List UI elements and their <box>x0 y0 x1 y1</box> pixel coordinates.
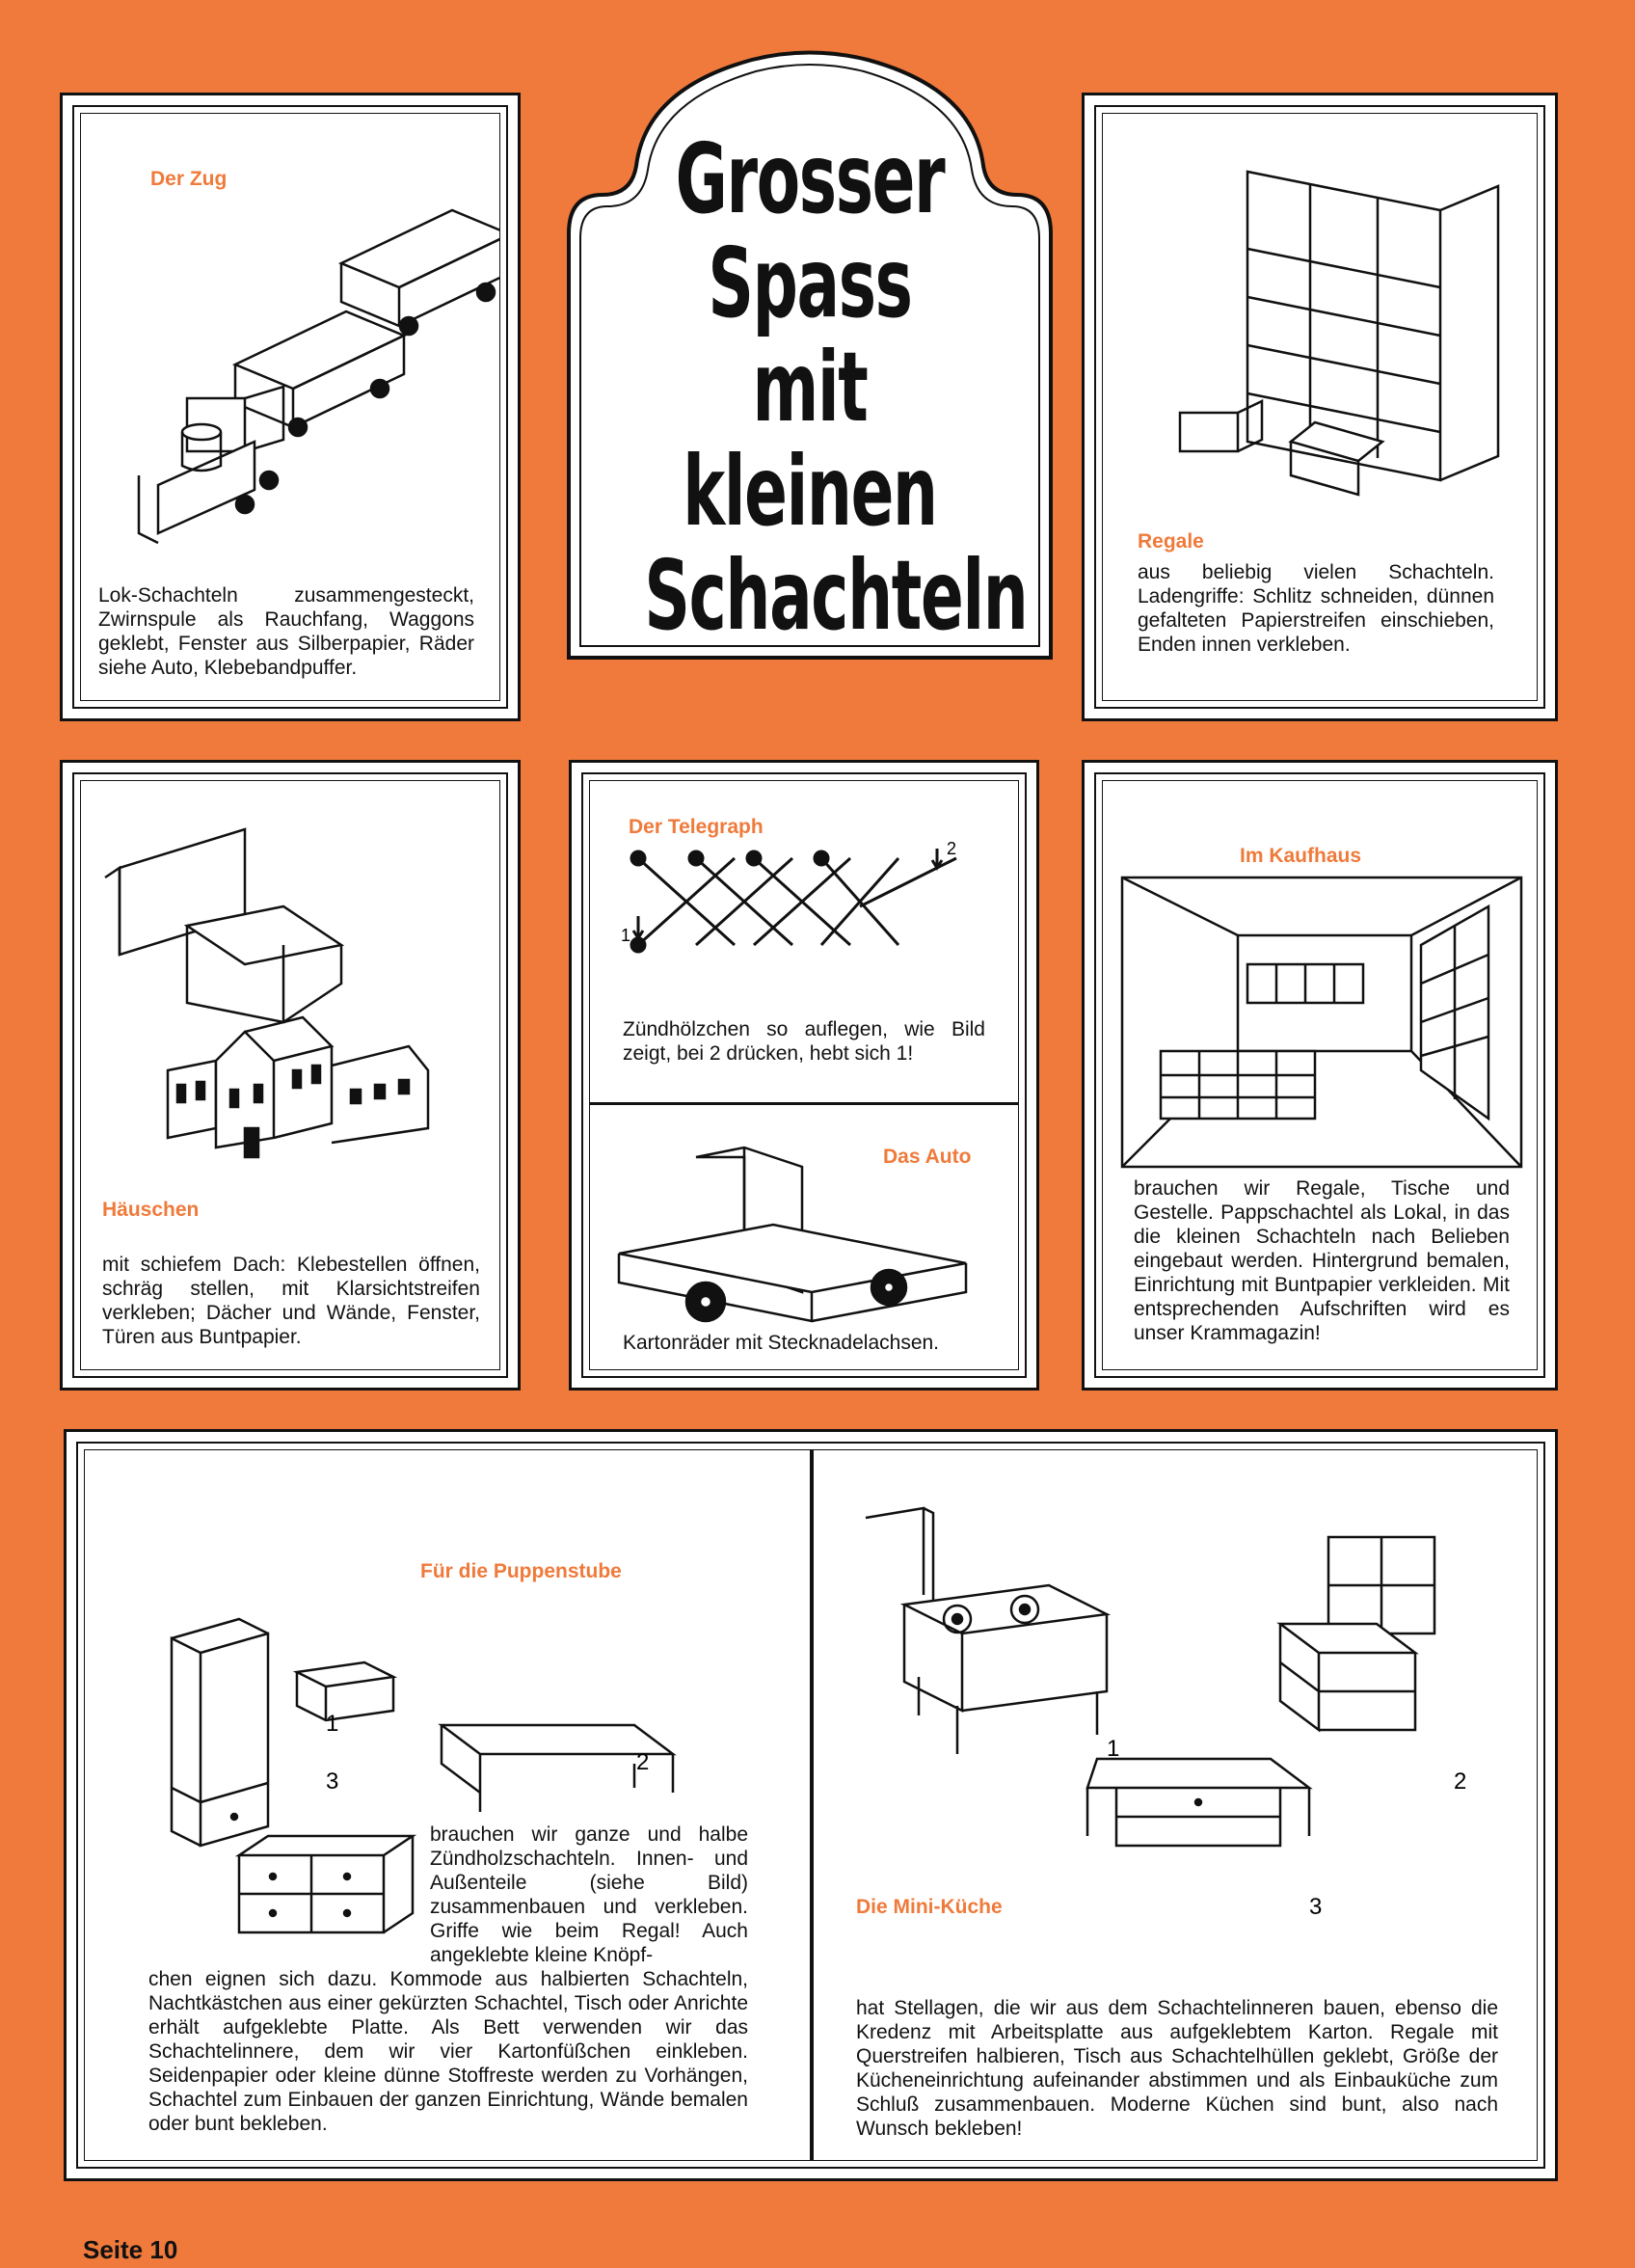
panel-regale <box>1082 93 1558 721</box>
telegraph-label: Der Telegraph <box>629 816 764 838</box>
puppenstube-mark-1: 1 <box>326 1711 339 1737</box>
shelf-illustration <box>1122 133 1537 538</box>
title-line-3: kleinen <box>683 435 937 548</box>
title-line-2: Spass mit <box>708 227 912 444</box>
haeuschen-label: Häuschen <box>102 1199 200 1221</box>
panel-telegraph-auto-inner <box>589 780 1019 1370</box>
panel-bottom-inner <box>84 1449 1538 2161</box>
puppenstube-label: Für die Puppenstube <box>420 1560 622 1582</box>
regale-label: Regale <box>1138 530 1204 553</box>
haeuschen-text: mit schiefem Dach: Klebestellen öffnen, schräg stellen, mit Klarsichtstreifen verkleben; Dächer und Wände, Fenster, Türen aus Buntpapier. <box>102 1254 480 1348</box>
telegraph-illustration <box>609 839 1014 974</box>
panel-zug <box>60 93 521 721</box>
houses-illustration <box>100 810 496 1244</box>
title-line-1: Grosser <box>675 122 945 235</box>
car-illustration <box>609 1138 995 1331</box>
zug-text: Lok-Schachteln zusammengesteckt, Zwirnspule als Rauchfang, Waggons geklebt, Fenster aus Silberpapier, Räder siehe Auto, Klebebandpuffer. <box>98 584 474 679</box>
zug-label: Der Zug <box>150 168 228 190</box>
puppenstube-text-bottom: chen eignen sich dazu. Kommode aus halbierten Schachteln, Nachtkästchen aus einer gekürzten Schachtel, Tisch oder Anrichte erhält aufgeklebte Platte. Als Bett verwenden wir das Schachtelinnere, dem wir vier Kartonfüßchen einkleben. Seidenpapier oder kleine dünne Stoffreste werden zu Vorhängen, Schachtel zum Einbauen der ganzen Einrichtung, Wände bemalen oder bunt bekleben. <box>148 1968 748 2135</box>
page-number: Seite 10 <box>83 2235 178 2264</box>
telegraph-mark-1: 1 <box>621 926 631 945</box>
train-illustration <box>100 191 500 548</box>
title-line-4: Schachteln <box>644 539 1028 652</box>
panel-kaufhaus <box>1082 760 1558 1390</box>
telegraph-text: Zündhölzchen so auflegen, wie Bild zeigt, bei 2 drücken, hebt sich 1! <box>623 1018 985 1065</box>
kaufhaus-text: brauchen wir Regale, Tische und Gestelle. Pappschachtel als Lokal, in das die kleinen Schachteln nach Belieben eingebaut werden. Hintergrund bemalen, Einrichtung mit Buntpapier verkleiden. Mit entsprechenden Aufschriften wird es unser Krammagazin! <box>1134 1177 1510 1344</box>
auto-text: Kartonräder mit Stecknadelachsen. <box>623 1332 940 1354</box>
kitchen-illustration <box>846 1470 1521 1855</box>
kueche-mark-3: 3 <box>1309 1894 1323 1920</box>
kueche-mark-2: 2 <box>1454 1768 1467 1795</box>
kaufhaus-label: Im Kaufhaus <box>1240 845 1362 867</box>
puppenstube-mark-2: 2 <box>636 1749 650 1775</box>
panel-telegraph-auto <box>569 760 1039 1390</box>
panel-haeuschen-inner <box>80 780 500 1370</box>
panel-bottom <box>64 1429 1558 2181</box>
panel-kaufhaus-inner <box>1102 780 1538 1370</box>
auto-label: Das Auto <box>883 1146 972 1168</box>
panel-zug-inner <box>80 113 500 701</box>
store-illustration <box>1122 878 1521 1167</box>
kueche-label: Die Mini-Küche <box>856 1896 1003 1918</box>
puppenstube-text-top: brauchen wir ganze und halbe Zündholzschachteln. Innen- und Außenteile (siehe Bild) zusammenbauen und verkleben. Griffe wie beim Regal! Auch angeklebte kleine Knöpf- <box>430 1823 748 1966</box>
panel-haeuschen <box>60 760 521 1390</box>
panel-regale-inner <box>1102 113 1538 701</box>
kueche-text: hat Stellagen, die wir aus dem Schachtelinneren bauen, ebenso die Kredenz mit Arbeitsplatte aus aufgeklebtem Karton. Regale mit Querstreifen halbieren, Tisch aus Schachtelhüllen geklebt, Größe der Kücheneinrichtung aufeinander abstimmen und als Einbauküche zum Schluß zusammenbauen. Moderne Küchen sind bunt, also nach Wunsch bekleben! <box>856 1997 1498 2140</box>
panel-bottom-divider <box>810 1450 814 2160</box>
title-badge <box>559 50 1060 667</box>
panel-divider <box>590 1102 1018 1105</box>
regale-text: aus beliebig vielen Schachteln. Ladengriffe: Schlitz schneiden, dünnen gefalteten Papierstreifen einschieben, Enden innen verkleben. <box>1138 561 1494 656</box>
puppenstube-mark-3: 3 <box>326 1768 339 1795</box>
kueche-mark-1: 1 <box>1107 1736 1120 1762</box>
telegraph-mark-2: 2 <box>947 839 957 858</box>
